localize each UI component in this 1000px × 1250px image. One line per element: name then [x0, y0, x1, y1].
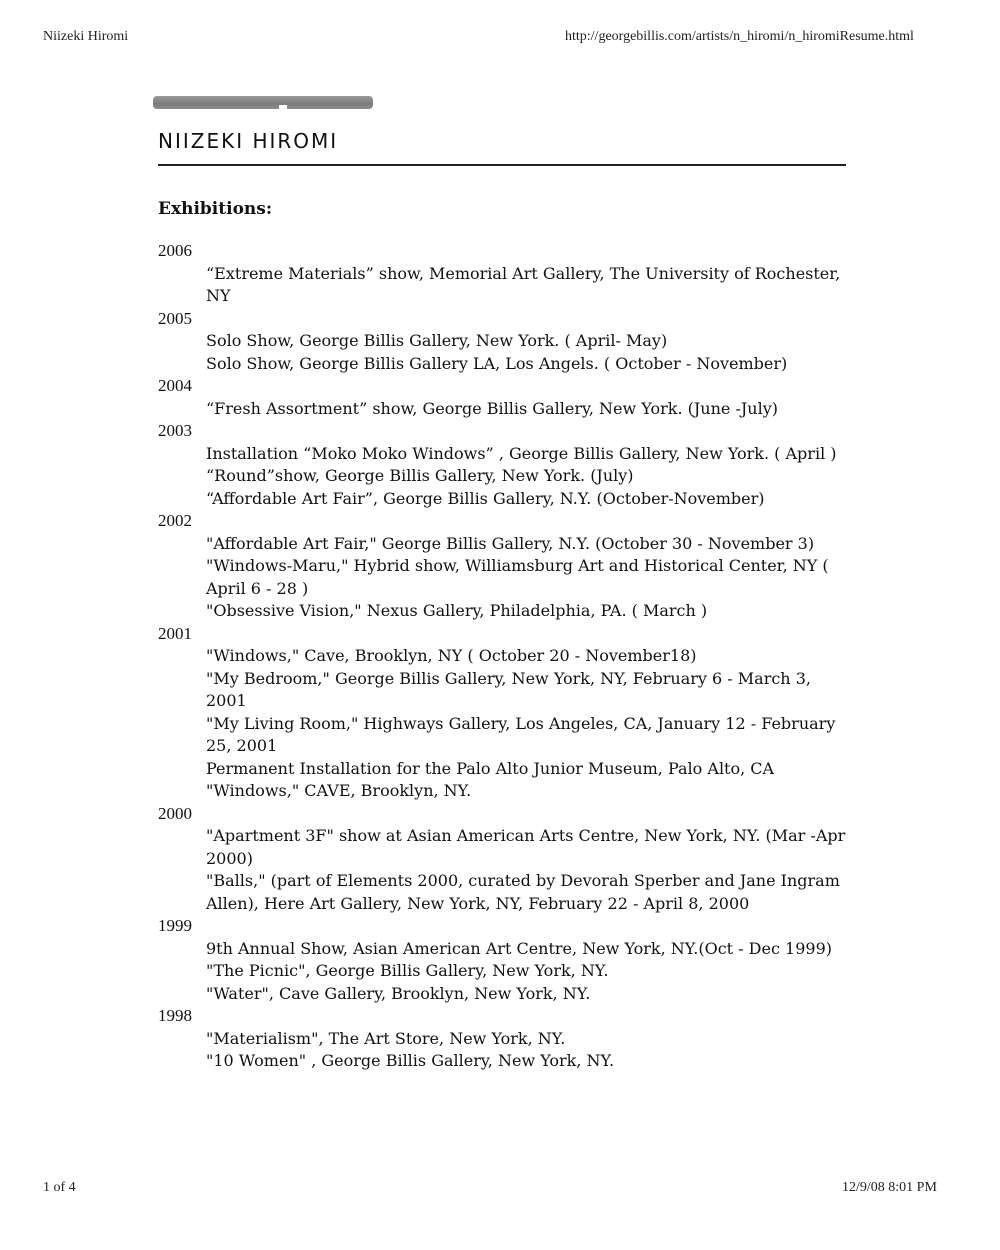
page-header-url: http://georgebillis.com/artists/n_hiromi/n_hiromiResume.html: [565, 29, 914, 44]
exhibition-year: 1999: [158, 916, 192, 935]
exhibition-entry: "10 Women" , George Billis Gallery, New York, NY.: [206, 1051, 615, 1070]
exhibition-year: 2001: [158, 623, 192, 643]
exhibition-entry: “Affordable Art Fair”, George Billis Gallery, N.Y. (October-November): [206, 488, 765, 508]
exhibition-year: 2004: [158, 376, 192, 395]
exhibition-entry: "The Picnic", George Billis Gallery, New York, NY.: [206, 961, 609, 980]
exhibitions-list: [158, 240, 848, 1073]
scanned-logo-bar: [153, 96, 373, 109]
exhibition-entry: "Apartment 3F" show at Asian American Arts Centre, New York, NY. (Mar -Apr 2000): [206, 826, 846, 868]
exhibition-entry: Installation “Moko Moko Windows” , George Billis Gallery, New York. ( April ): [206, 443, 837, 463]
exhibition-entry: "Windows," Cave, Brooklyn, NY ( October 20 - November18): [206, 646, 697, 665]
page-count: 1 of 4: [43, 1180, 76, 1195]
exhibition-entry: "Materialism", The Art Store, New York, NY.: [206, 1028, 566, 1048]
exhibition-entry: "Windows," CAVE, Brooklyn, NY.: [206, 781, 472, 800]
exhibition-entry: "Windows-Maru," Hybrid show, Williamsburg Art and Historical Center, NY ( April 6 - 28 ): [206, 556, 829, 598]
exhibition-year: 2003: [158, 421, 192, 440]
print-timestamp: 12/9/08 8:01 PM: [842, 1180, 937, 1195]
exhibition-entry: "Water", Cave Gallery, Brooklyn, New York, NY.: [206, 983, 591, 1003]
exhibition-entry: "Obsessive Vision," Nexus Gallery, Philadelphia, PA. ( March ): [206, 601, 708, 620]
exhibition-entry: Solo Show, George Billis Gallery LA, Los Angels. ( October - November): [206, 353, 788, 373]
title-divider: [158, 164, 846, 166]
artist-name: NIIZEKI HIROMI: [158, 129, 339, 153]
exhibition-entry: "My Living Room," Highways Gallery, Los Angeles, CA, January 12 - February 25, 2001: [206, 713, 836, 755]
page-header-title: Niizeki Hiromi: [43, 29, 129, 44]
exhibition-entry: “Fresh Assortment” show, George Billis Gallery, New York. (June -July): [206, 398, 778, 418]
exhibition-year: 2000: [158, 803, 192, 823]
exhibition-entry: “Round”show, George Billis Gallery, New York. (July): [206, 466, 634, 485]
exhibition-year: 2006: [158, 241, 192, 260]
exhibition-entry: Permanent Installation for the Palo Alto Junior Museum, Palo Alto, CA: [206, 758, 775, 778]
exhibition-year: 2002: [158, 511, 192, 530]
exhibition-entry: "Affordable Art Fair," George Billis Gallery, N.Y. (October 30 - November 3): [206, 533, 815, 553]
exhibition-year: 1998: [158, 1006, 192, 1025]
exhibition-entry: "My Bedroom," George Billis Gallery, New York, NY, February 6 - March 3, 2001: [206, 668, 811, 710]
exhibition-entry: Solo Show, George Billis Gallery, New York. ( April- May): [206, 331, 668, 350]
exhibition-entry: “Extreme Materials” show, Memorial Art Gallery, The University of Rochester, NY: [206, 263, 841, 305]
exhibition-entry: "Balls," (part of Elements 2000, curated by Devorah Sperber and Jane Ingram Allen), Here Art Gallery, New York, NY, February 22 - April 8, 2000: [206, 871, 840, 913]
exhibition-entry: 9th Annual Show, Asian American Art Centre, New York, NY.(Oct - Dec 1999): [206, 938, 832, 958]
section-title: Exhibitions:: [158, 199, 273, 219]
exhibition-year: 2005: [158, 308, 192, 328]
